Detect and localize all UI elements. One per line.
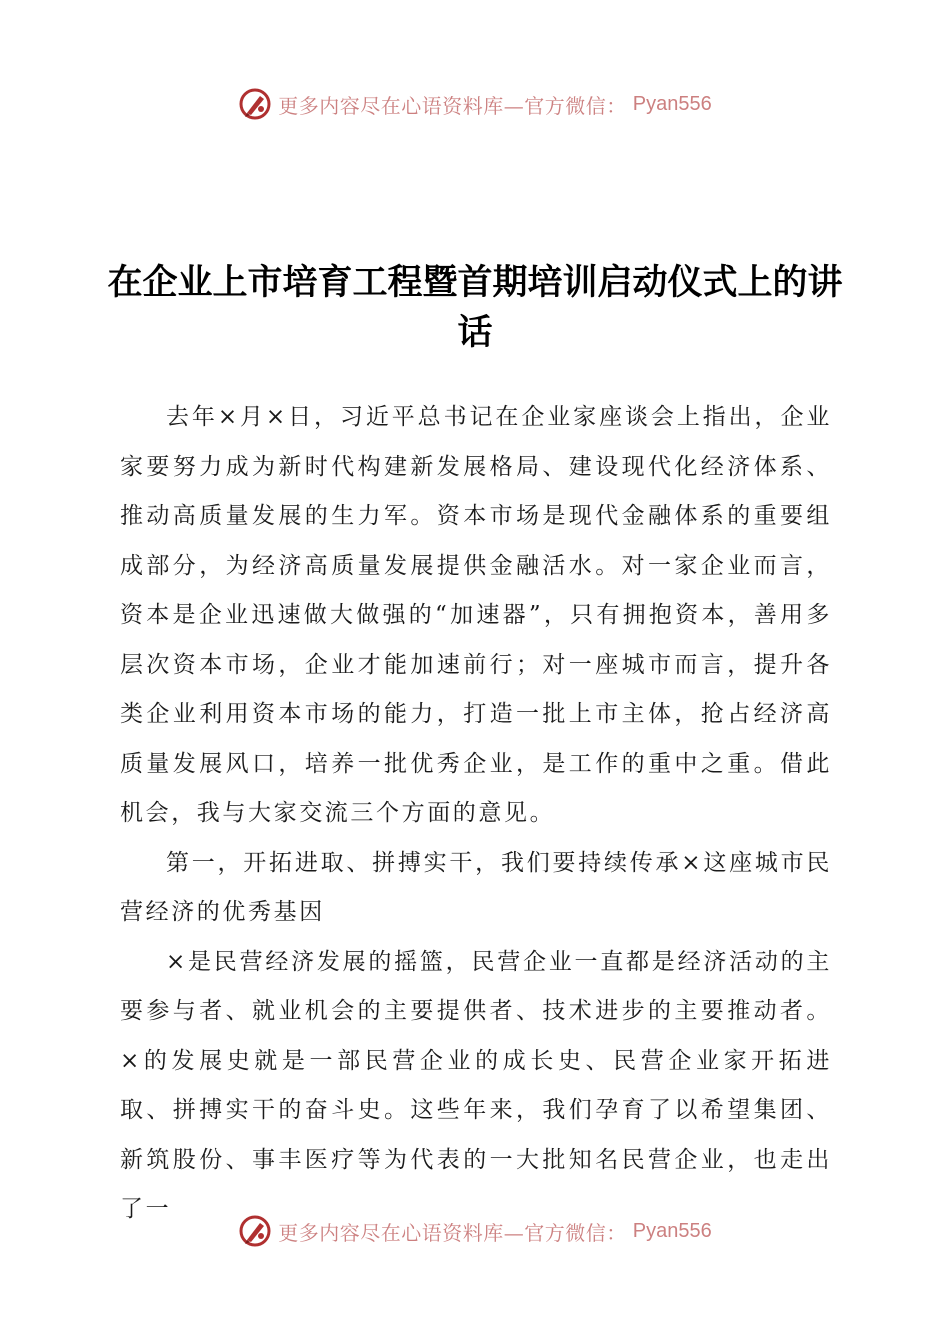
pen-logo-icon	[238, 87, 272, 121]
document-title: 在企业上市培育工程暨首期培训启动仪式上的讲话	[107, 263, 843, 353]
paragraph-intro: 去年×月×日，习近平总书记在企业家座谈会上指出，企业家要努力成为新时代构建新发展格局、建设现代化经济体系、推动高质量发展的生力军。资本市场是现代金融体系的重要组成部分，为经济高质量发展提供金融活水。对一家企业而言，资本是企业迅速做大做强的“加速器”，只有拥抱资本，善用多层次资本市场，企业才能加速前行；对一座城市而言，提升各类企业利用资本市场的能力，打造一批上市主体，抢占经济高质量发展风口，培养一批优秀企业，是工作的重中之重。借此机会，我与大家交流三个方面的意见。	[120, 404, 832, 826]
section-heading-first: 第一，开拓进取、拼搏实干，我们要持续传承×这座城市民营经济的优秀基因	[120, 849, 832, 925]
watermark-header	[0, 84, 950, 124]
watermark-footer	[0, 1211, 950, 1251]
paragraph-private-economy: ×是民营经济发展的摇篮，民营企业一直都是经济活动的主要参与者、就业机会的主要提供者、技术进步的主要推动者。×的发展史就是一部民营企业的成长史、民营企业家开拓进取、拼搏实干的奋斗史。这些年来，我们孕育了以希望集团、新筑股份、事丰医疗等为代表的一大批知名民营企业，也走出了一	[120, 948, 832, 1222]
watermark-text: 更多内容尽在心语资料库—官方微信：	[278, 1220, 627, 1245]
watermark-wechat-id: Pyan556	[632, 1219, 712, 1242]
watermark-wechat-id: Pyan556	[632, 92, 712, 115]
pen-logo-icon	[238, 1214, 272, 1248]
watermark-text: 更多内容尽在心语资料库—官方微信：	[278, 93, 627, 118]
document-body	[120, 393, 832, 1235]
